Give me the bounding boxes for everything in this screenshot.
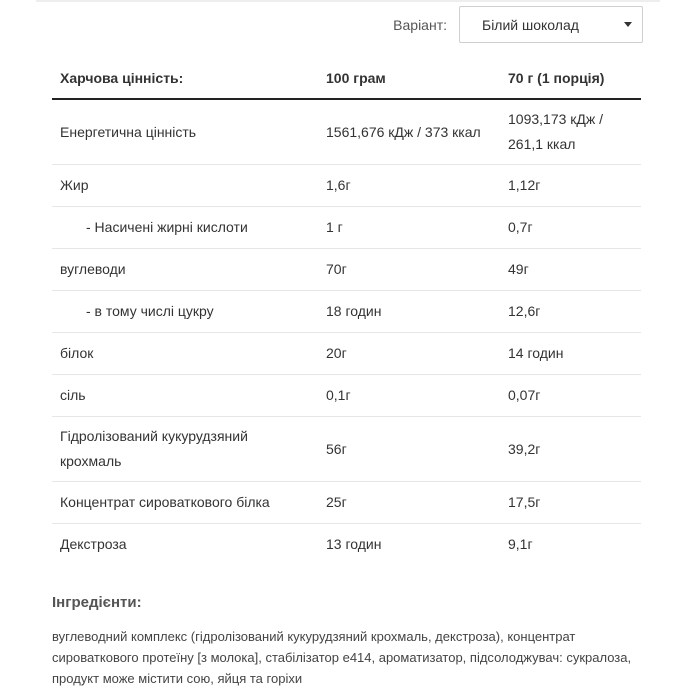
row-per-serving: 49г — [500, 249, 641, 291]
row-per-serving: 1,12г — [500, 165, 641, 207]
row-per-100g: 18 годин — [318, 291, 500, 333]
row-name: - Насичені жирні кислоти — [52, 207, 318, 249]
ingredients-title: Інгредієнти: — [52, 594, 142, 611]
row-name: Декстроза — [60, 536, 127, 552]
table-row — [52, 99, 641, 165]
table-row — [52, 417, 641, 482]
table-row — [52, 375, 641, 417]
row-per-serving: 17,5г — [500, 482, 641, 524]
row-per-serving: 0,7г — [500, 207, 641, 249]
row-per-100g: 13 годин — [326, 536, 382, 552]
row-per-serving: 1093,173 кДж / 261,1 ккал — [500, 99, 641, 165]
row-per-100g: 1,6г — [318, 165, 500, 207]
row-per-100g: 56г — [318, 417, 500, 482]
table-row — [52, 249, 641, 291]
row-name: Гідролізований кукурудзяний крохмаль — [52, 417, 318, 482]
table-header-row — [52, 58, 641, 99]
row-per-serving: 9,1г — [508, 536, 533, 552]
row-per-100g: 1561,676 кДж / 373 ккал — [318, 99, 500, 165]
header-per-100g: 100 грам — [318, 58, 500, 99]
row-per-100g: 1 г — [318, 207, 500, 249]
row-per-100g: 20г — [318, 333, 500, 375]
ingredients-text: вуглеводний комплекс (гідролізований кукурудзяний крохмаль, декстроза), концентрат сироваткового протеїну [з молока], стабілізатор е414, ароматизатор, підсолоджувач: сукралоза, продукт може містити сою, яйця та горіхи — [52, 629, 632, 686]
row-per-100g: 25г — [318, 482, 500, 524]
table-row — [52, 524, 641, 566]
row-name: - в тому числі цукру — [52, 291, 318, 333]
table-row — [52, 333, 641, 375]
row-name: Енергетична цінність — [52, 99, 318, 165]
variant-select[interactable] — [459, 6, 643, 43]
row-name: Концентрат сироваткового білка — [52, 482, 318, 524]
row-name: Жир — [52, 165, 318, 207]
row-per-serving: 39,2г — [500, 417, 641, 482]
row-per-serving: 12,6г — [500, 291, 641, 333]
variant-label: Варіант: — [393, 16, 447, 33]
table-row — [52, 482, 641, 524]
header-per-serving: 70 г (1 порція) — [500, 58, 641, 99]
row-per-serving: 14 годин — [500, 333, 641, 375]
variant-row — [393, 6, 643, 43]
nutrition-table — [52, 58, 641, 565]
table-row — [52, 165, 641, 207]
row-per-100g: 70г — [318, 249, 500, 291]
table-row — [52, 291, 641, 333]
row-per-100g: 0,1г — [318, 375, 500, 417]
row-per-serving: 0,07г — [500, 375, 641, 417]
chevron-down-icon — [624, 22, 632, 27]
row-name: білок — [52, 333, 318, 375]
header-nutrition-value: Харчова цінність: — [52, 58, 318, 99]
row-name: сіль — [52, 375, 318, 417]
variant-selected-value: Білий шоколад — [482, 16, 579, 33]
row-name: вуглеводи — [52, 249, 318, 291]
table-row — [52, 207, 641, 249]
top-divider — [36, 0, 660, 2]
